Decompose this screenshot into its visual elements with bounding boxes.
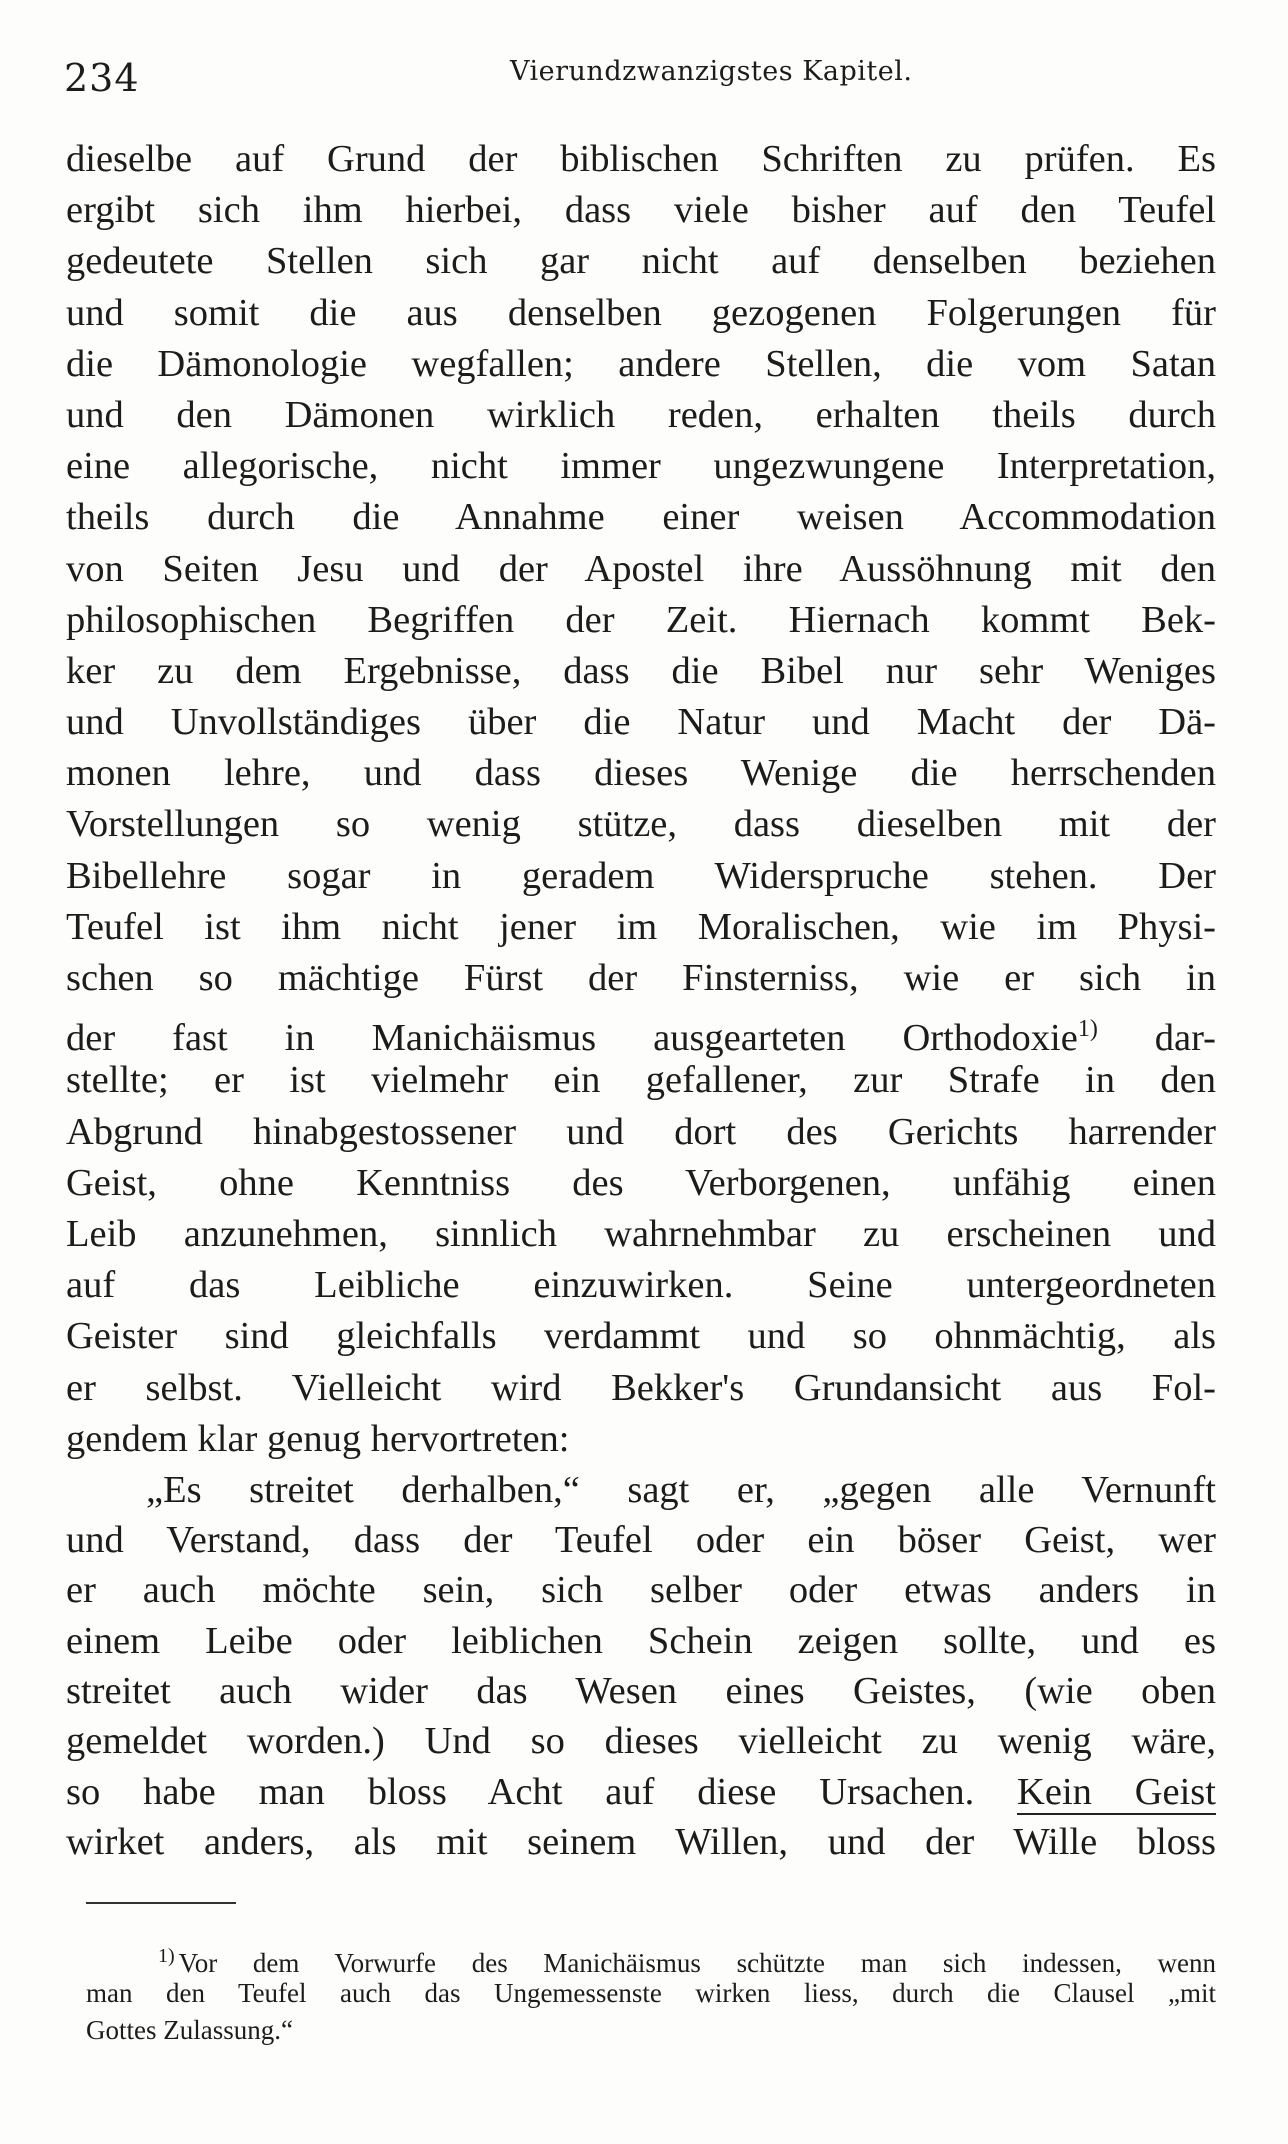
- text-line-with-underline: [66, 1767, 1216, 1817]
- line-text: so habe man bloss Acht auf diese Ursachen.: [66, 1770, 975, 1813]
- text-line: stellte; er ist vielmehr ein gefallener, zur Strafe in den: [66, 1059, 1216, 1102]
- text-line: er selbst. Vielleicht wird Bekker's Grundansicht aus Fol-: [66, 1366, 1216, 1409]
- text-line: streitet auch wider das Wesen eines Geistes, (wie oben: [66, 1670, 1216, 1713]
- text-line: Geist, ohne Kenntniss des Verborgenen, unfähig einen: [66, 1161, 1216, 1204]
- main-text: [66, 134, 1216, 1867]
- line-text: anders, als mit seinem Willen, und der Wille bloss: [204, 1820, 1216, 1863]
- running-head: Vierundzwanzigstes Kapitel.: [510, 56, 913, 87]
- text-line: monen lehre, und dass dieses Wenige die herrschenden: [66, 752, 1216, 795]
- line-start: wirket: [66, 1820, 205, 1863]
- text-line: [66, 1817, 1216, 1867]
- line-tail: dar-: [1097, 1017, 1216, 1060]
- text-line: auf das Leibliche einzuwirken. Seine untergeordneten: [66, 1264, 1216, 1307]
- text-line: Abgrund hinabgestossener und dort des Gerichts harrender: [66, 1110, 1216, 1153]
- text-line: dieselbe auf Grund der biblischen Schriften zu prüfen. Es: [66, 138, 1216, 180]
- footnote-separator: [86, 1902, 236, 1904]
- text-line: ker zu dem Ergebnisse, dass die Bibel nur sehr Weniges: [66, 649, 1216, 692]
- text-line: und Verstand, dass der Teufel oder ein böser Geist, wer: [66, 1519, 1216, 1562]
- text-line: er auch möchte sein, sich selber oder etwas anders in: [66, 1569, 1216, 1612]
- text-line: gedeutete Stellen sich gar nicht auf denselben beziehen: [66, 240, 1216, 283]
- text-line: Bibellehre sogar in geradem Widerspruche stehen. Der: [66, 854, 1216, 897]
- text-line: eine allegorische, nicht immer ungezwungene Interpretation,: [66, 445, 1216, 488]
- footnote-line: [86, 1938, 1216, 1978]
- text-line: „Es streitet derhalben,“ sagt er, „gegen alle Vernunft: [146, 1468, 1216, 1511]
- text-line: schen so mächtige Fürst der Finsterniss, wie er sich in: [66, 957, 1216, 999]
- text-line: die Dämonologie wegfallen; andere Stellen, die vom Satan: [66, 342, 1216, 385]
- text-line-with-note: [66, 1004, 1216, 1060]
- text-line: gemeldet worden.) Und so dieses vielleicht zu wenig wäre,: [66, 1720, 1216, 1763]
- text-line: und somit die aus denselben gezogenen Folgerungen für: [66, 291, 1216, 334]
- line-text: der fast in Manichäismus ausgearteten Orthodoxie: [66, 1017, 1078, 1060]
- footnote-line: Gottes Zulassung.“: [86, 2015, 293, 2045]
- text-line: gendem klar genug hervortreten:: [66, 1417, 570, 1460]
- text-line: theils durch die Annahme einer weisen Accommodation: [66, 496, 1216, 539]
- text-line: einem Leibe oder leiblichen Schein zeigen sollte, und es: [66, 1619, 1216, 1662]
- footnote-marker: 1): [158, 1945, 175, 1967]
- footnote-text: Vor dem Vorwurfe des Manichäismus schützte man sich indessen, wenn: [178, 1948, 1216, 1978]
- text-line: Geister sind gleichfalls verdammt und so ohnmächtig, als: [66, 1315, 1216, 1358]
- text-line: von Seiten Jesu und der Apostel ihre Aussöhnung mit den: [66, 547, 1216, 590]
- footnote-reference[interactable]: 1): [1077, 1016, 1098, 1043]
- text-line: Leib anzunehmen, sinnlich wahrnehmbar zu erscheinen und: [66, 1212, 1216, 1255]
- text-line: und den Dämonen wirklich reden, erhalten theils durch: [66, 393, 1216, 436]
- text-line: philosophischen Begriffen der Zeit. Hiernach kommt Bek-: [66, 598, 1216, 641]
- page-header: [64, 48, 1224, 108]
- footnote: [86, 1938, 1216, 2049]
- text-line: Teufel ist ihm nicht jener im Moralischen, wie im Physi-: [66, 905, 1216, 948]
- text-line: und Unvollständiges über die Natur und Macht der Dä-: [66, 701, 1216, 744]
- paragraph-2-quotation: [66, 1465, 1216, 1867]
- paragraph-1: [66, 134, 1216, 1465]
- text-line: ergibt sich ihm hierbei, dass viele bisher auf den Teufel: [66, 189, 1216, 232]
- page-number: 234: [64, 56, 140, 100]
- footnote-line: man den Teufel auch das Ungemessenste wirken liess, durch die Clausel „mit: [86, 1978, 1216, 2008]
- underlined-phrase: Kein Geist: [1017, 1770, 1216, 1813]
- text-line: Vorstellungen so wenig stütze, dass dieselben mit der: [66, 803, 1216, 846]
